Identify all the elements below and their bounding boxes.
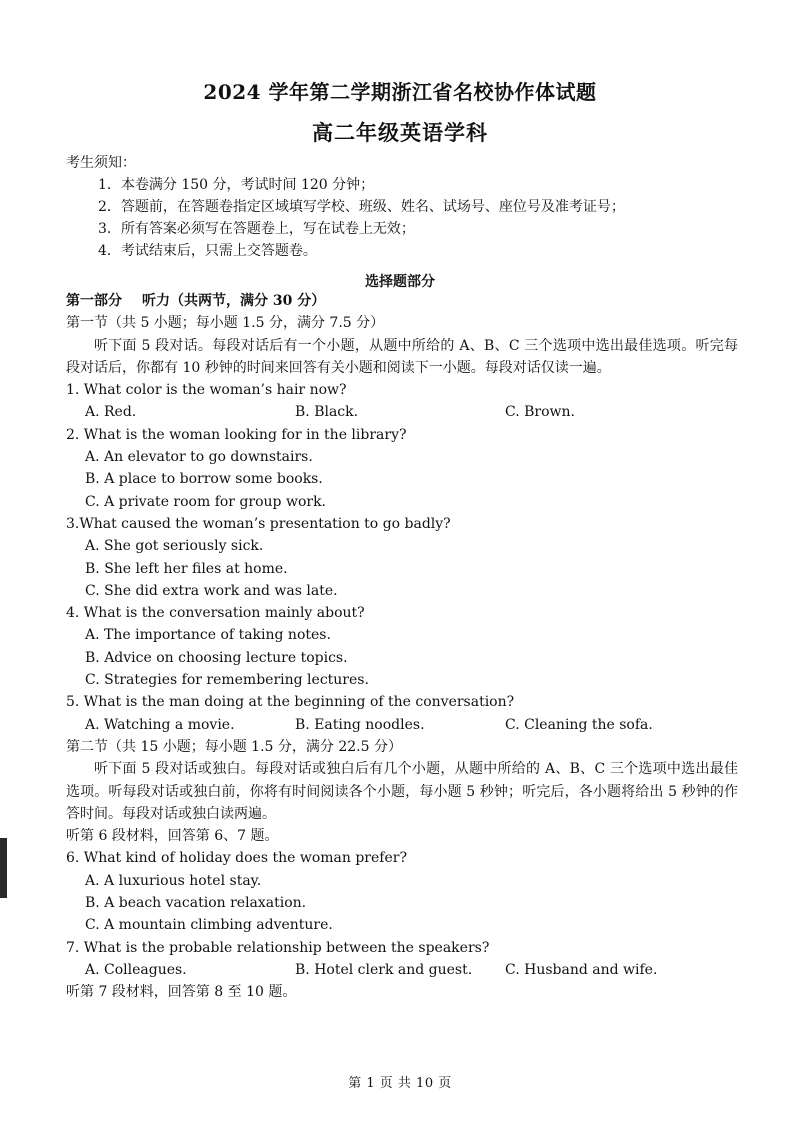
option-c: C. Strategies for remembering lectures. xyxy=(85,672,369,689)
option-a: A. A luxurious hotel stay. xyxy=(85,872,262,889)
notice-item: 1．本卷满分 150 分，考试时间 120 分钟； xyxy=(98,177,375,193)
option-c: C. Brown. xyxy=(505,404,575,421)
question-5: 5. What is the man doing at the beginning of the conversation? xyxy=(66,694,515,711)
exam-content xyxy=(66,290,738,1004)
option-c: C. A mountain climbing adventure. xyxy=(85,917,333,934)
sec2-instructions: 听下面 5 段对话或独白。每段对话或独白后有几个小题，从题中所给的 A、B、C 三个选项中选出最佳选项。听每段对话或独白前，你将有时间阅读各个小题，每小题 5 秒钟；听完后，各小题将给出 5 秒钟的作答时间。每段对话或独白读两遍。 xyxy=(66,761,738,822)
option-a: A. An elevator to go downstairs. xyxy=(85,449,313,466)
exam-subtitle: 高二年级英语学科 xyxy=(312,120,488,145)
option-b: B. Advice on choosing lecture topics. xyxy=(85,649,348,666)
sec1-title: 第一节（共 5 小题；每小题 1.5 分，满分 7.5 分） xyxy=(66,315,385,332)
notice-item: 2．答题前，在答题卷指定区域填写学校、班级、姓名、试场号、座位号及准考证号； xyxy=(98,199,625,215)
section-title: 选择题部分 xyxy=(365,274,435,290)
notice-block xyxy=(66,152,756,262)
option-c: C. Cleaning the sofa. xyxy=(505,716,653,733)
option-b: B. A place to borrow some books. xyxy=(85,471,323,488)
notice-item: 3．所有答案必须写在答题卷上，写在试卷上无效； xyxy=(98,221,415,237)
notice-heading: 考生须知： xyxy=(66,155,136,171)
option-b: B. She left her files at home. xyxy=(85,560,288,577)
scan-edge-mark xyxy=(0,838,7,898)
options-row xyxy=(66,401,738,423)
sec1-instructions: 听下面 5 段对话。每段对话后有一个小题，从题中所给的 A、B、C 三个选项中选出最佳选项。听完每段对话后，你都有 10 秒钟的时间来回答有关小题和阅读下一小题。每段对话仅读一遍。 xyxy=(66,337,738,376)
exam-title: 2024 学年第二学期浙江省名校协作体试题 xyxy=(203,80,597,104)
question-2: 2. What is the woman looking for in the library? xyxy=(66,426,407,443)
option-b: B. Black. xyxy=(295,404,359,421)
options-row xyxy=(66,714,738,736)
question-4: 4. What is the conversation mainly about? xyxy=(66,605,365,622)
option-c: C. She did extra work and was late. xyxy=(85,582,338,599)
option-b: B. A beach vacation relaxation. xyxy=(85,895,307,912)
page-footer: 第 1 页 共 10 页 xyxy=(348,1076,452,1091)
option-c: C. Husband and wife. xyxy=(505,961,658,978)
option-a: A. The importance of taking notes. xyxy=(85,627,331,644)
part1-label: 第一部分 xyxy=(66,293,122,309)
question-1: 1. What color is the woman’s hair now? xyxy=(66,382,347,399)
part1-title xyxy=(66,290,738,312)
option-a: A. Watching a movie. xyxy=(85,716,235,733)
question-7: 7. What is the probable relationship between the speakers? xyxy=(66,939,490,956)
notice-item: 4．考试结束后，只需上交答题卷。 xyxy=(98,243,317,259)
question-3: 3.What caused the woman’s presentation to go badly? xyxy=(66,515,451,532)
question-6: 6. What kind of holiday does the woman prefer? xyxy=(66,850,407,867)
option-a: A. Red. xyxy=(85,404,137,421)
option-c: C. A private room for group work. xyxy=(85,493,327,510)
options-row xyxy=(66,959,738,981)
option-b: B. Eating noodles. xyxy=(295,716,425,733)
material-6-note: 听第 6 段材料，回答第 6、7 题。 xyxy=(66,828,279,845)
sec2-title: 第二节（共 15 小题；每小题 1.5 分，满分 22.5 分） xyxy=(66,738,402,755)
option-a: A. Colleagues. xyxy=(85,961,187,978)
material-7-note: 听第 7 段材料，回答第 8 至 10 题。 xyxy=(66,984,297,1001)
option-b: B. Hotel clerk and guest. xyxy=(295,961,473,978)
option-a: A. She got seriously sick. xyxy=(85,538,264,555)
part1-name: 听力（共两节，满分 30 分） xyxy=(142,293,326,309)
